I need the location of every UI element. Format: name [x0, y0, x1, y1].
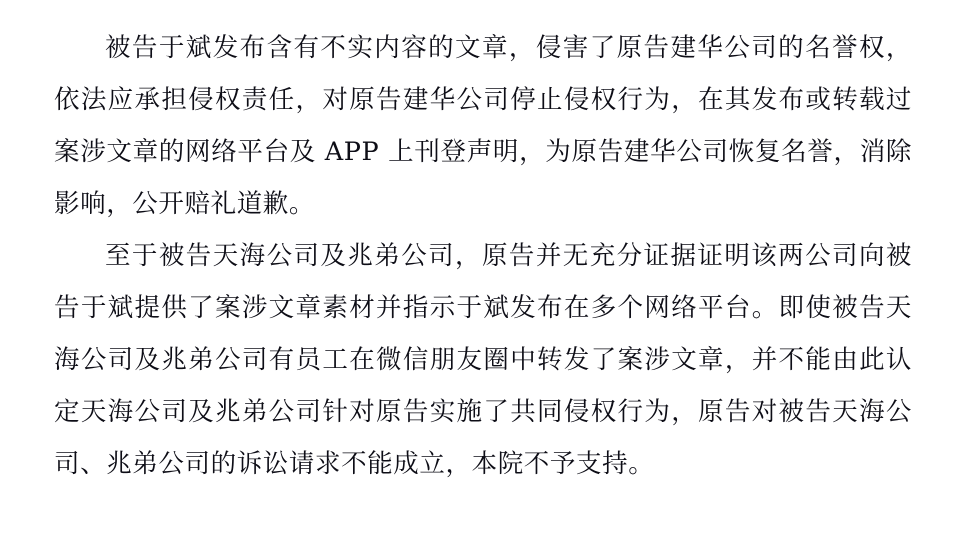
paragraph-1: 被告于斌发布含有不实内容的文章，侵害了原告建华公司的名誉权，依法应承担侵权责任，对原告建华公司停止侵权行为，在其发布或转载过案涉文章的网络平台及 APP 上刊登声明，为原告建华公司恢复名誉，消除影响，公开赔礼道歉。 [54, 33, 912, 219]
paragraph-2: 至于被告天海公司及兆弟公司，原告并无充分证据证明该两公司向被告于斌提供了案涉文章素材并指示于斌发布在多个网络平台。即使被告天海公司及兆弟公司有员工在微信朋友圈中转发了案涉文章，并不能由此认定天海公司及兆弟公司针对原告实施了共同侵权行为，原告对被告天海公司、兆弟公司的诉讼请求不能成立，本院不予支持。 [54, 241, 912, 479]
document-body [54, 22, 912, 490]
